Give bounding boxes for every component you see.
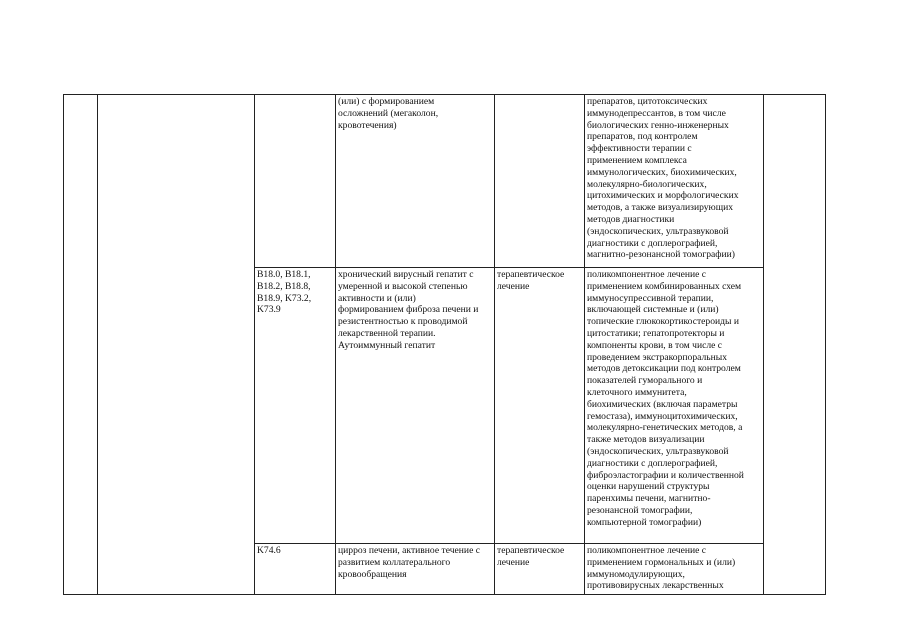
text-line: биологических генно-инженерных: [587, 119, 729, 131]
text-line: компоненты крови, в том числе с: [587, 339, 723, 351]
text-line: применением гормональных и (или): [587, 556, 736, 568]
text-line: (эндоскопических, ультразвуковой: [587, 445, 729, 457]
diagnosis-cell: [336, 268, 495, 544]
text-line: противовирусных лекарственных: [587, 580, 724, 592]
text-line: гемостаза), иммуноцитохимических,: [587, 410, 738, 422]
text-line: цирроз печени, активное течение с: [338, 545, 480, 556]
text-line: магнитно-резонансной томографии): [587, 249, 735, 261]
text-line: биохимических (включая параметры: [587, 398, 738, 410]
text-line: проведением экстракорпоральных: [587, 351, 728, 363]
method-cell: [585, 544, 764, 595]
text-line: показателей гуморального и: [587, 375, 703, 387]
text-line: осложнений (мегаколон,: [338, 107, 439, 119]
method-cell: [585, 268, 764, 544]
text-line: резонансной томографии,: [587, 504, 693, 516]
text-line: клеточного иммунитета,: [587, 386, 687, 398]
code-cell: [255, 95, 336, 268]
text-line: формированием фиброза печени и: [338, 304, 479, 316]
text-line: хронический вирусный гепатит с: [338, 269, 474, 280]
text-line: (эндоскопических, ультразвуковой: [587, 225, 729, 237]
text-line: B18.2, B18.8,: [257, 280, 311, 292]
text-line: K74.6: [257, 545, 281, 556]
medical-care-table: [63, 94, 826, 595]
text-line: применением комбинированных схем: [587, 280, 742, 292]
text-line: иммуносупрессивной терапии,: [587, 292, 714, 304]
code-cell: [255, 544, 336, 595]
text-line: иммунодепрессантов, в том числе: [587, 107, 726, 119]
text-line: применением комплекса: [587, 154, 687, 166]
code-cell: [255, 268, 336, 544]
text-line: топические глюкокортикостероиды и: [587, 316, 740, 328]
number-cell: [64, 95, 98, 595]
text-line: препаратов, под контролем: [587, 131, 698, 143]
text-line: Аутоиммунный гепатит: [338, 339, 436, 351]
text-line: диагностики с доплерографией,: [587, 237, 718, 249]
treatment-type-cell: [495, 95, 585, 268]
text-line: B18.9, K73.2,: [257, 292, 312, 304]
text-line: активности и (или): [338, 292, 416, 304]
text-line: лечение: [497, 280, 530, 292]
diagnosis-cell: [336, 544, 495, 595]
text-line: методов детоксикации под контролем: [587, 363, 741, 375]
text-line: цитохимических и морфологических: [587, 190, 739, 202]
treatment-type-cell: [495, 544, 585, 595]
text-line: (или) с формированием: [338, 96, 435, 107]
text-line: поликомпонентное лечение с: [587, 545, 707, 556]
text-line: терапевтическое: [497, 545, 565, 556]
text-line: иммунологических, биохимических,: [587, 166, 737, 178]
text-line: терапевтическое: [497, 269, 565, 280]
text-line: оценки нарушений структуры: [587, 481, 710, 493]
text-line: паренхимы печени, магнитно-: [587, 493, 711, 505]
text-line: поликомпонентное лечение с: [587, 269, 707, 280]
text-line: развитием коллатерального: [338, 556, 451, 568]
text-line: фиброэластографии и количественной: [587, 469, 744, 481]
text-line: молекулярно-генетических методов, а: [587, 422, 743, 434]
text-line: иммуномодулирующих,: [587, 568, 685, 580]
text-line: эффективности терапии с: [587, 143, 692, 155]
text-line: умеренной и высокой степенью: [338, 280, 468, 292]
text-line: методов диагностики: [587, 213, 675, 225]
text-line: препаратов, цитотоксических: [587, 96, 708, 107]
profile-cell: [98, 95, 255, 595]
text-line: диагностики с доплерографией,: [587, 457, 718, 469]
text-line: резистентностью к проводимой: [338, 316, 468, 328]
table-row: [64, 95, 826, 268]
method-cell: [585, 95, 764, 268]
text-line: компьютерной томографии): [587, 516, 702, 528]
diagnosis-cell: [336, 95, 495, 268]
text-line: цитостатики; гепатопротекторы и: [587, 327, 725, 339]
text-line: B18.0, B18.1,: [257, 269, 311, 280]
text-line: также методов визуализации: [587, 434, 705, 446]
text-line: включающей системные и (или): [587, 304, 719, 316]
treatment-type-cell: [495, 268, 585, 544]
text-line: лечение: [497, 556, 530, 568]
text-line: лекарственной терапии.: [338, 327, 436, 339]
text-line: кровообращения: [338, 568, 407, 580]
text-line: методов, а также визуализирующих: [587, 202, 734, 214]
text-line: кровотечения): [338, 119, 397, 131]
text-line: K73.9: [257, 304, 281, 316]
standard-cell: [764, 95, 826, 595]
text-line: молекулярно-биологических,: [587, 178, 707, 190]
